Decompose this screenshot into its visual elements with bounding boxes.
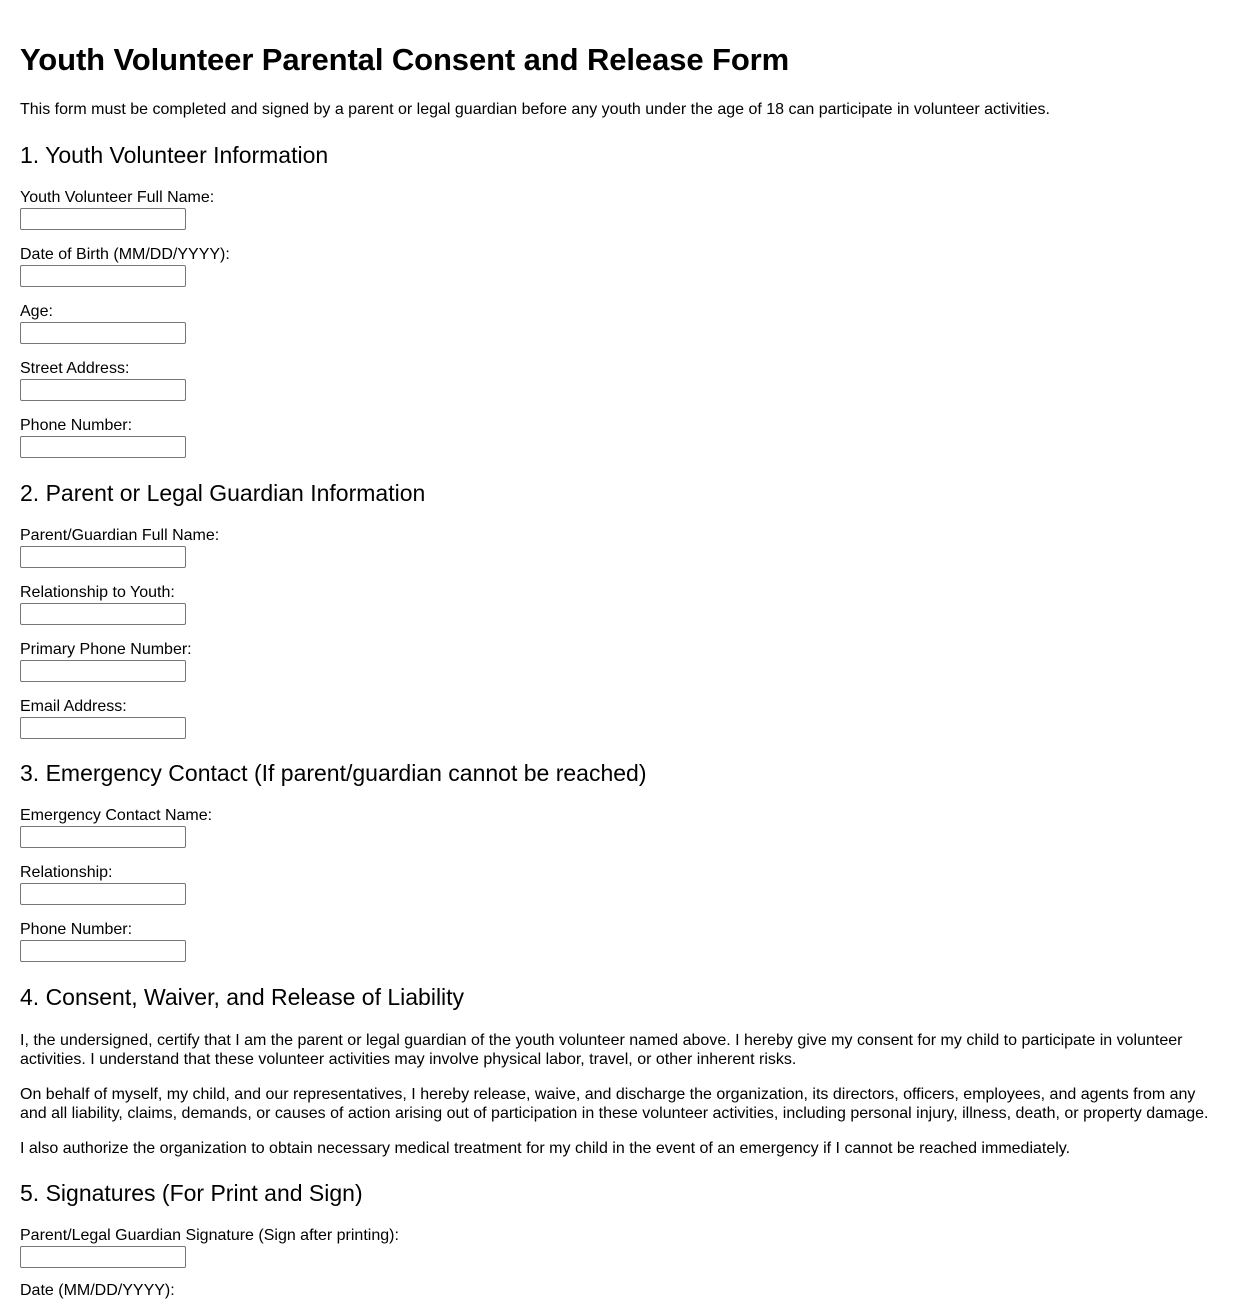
section-consent-heading: 4. Consent, Waiver, and Release of Liability bbox=[20, 984, 465, 1010]
emergency-name-input[interactable] bbox=[20, 826, 186, 848]
youth-dob-input[interactable] bbox=[20, 265, 186, 287]
signature-input[interactable] bbox=[20, 1246, 186, 1268]
youth-age-input[interactable] bbox=[20, 322, 186, 344]
youth-address-label: Street Address: bbox=[20, 360, 130, 377]
signature-label: Parent/Legal Guardian Signature (Sign after printing): bbox=[20, 1227, 399, 1244]
youth-address-input[interactable] bbox=[20, 379, 186, 401]
parent-name-label: Parent/Guardian Full Name: bbox=[20, 527, 220, 544]
form-title: Youth Volunteer Parental Consent and Release Form bbox=[20, 42, 790, 77]
parent-relationship-input[interactable] bbox=[20, 603, 186, 625]
waiver-paragraph: On behalf of myself, my child, and our representatives, I hereby release, waive, and discharge the organization, its directors, officers, employees, and agents from any and all liability, claims, demands, or causes of action arising out of participation in these volunteer activities, including personal injury, illness, death, or property damage. bbox=[20, 1086, 1209, 1122]
section-youth-heading: 1. Youth Volunteer Information bbox=[20, 142, 329, 168]
emergency-phone-input[interactable] bbox=[20, 940, 186, 962]
section-parent-heading: 2. Parent or Legal Guardian Information bbox=[20, 480, 426, 506]
emergency-relationship-label: Relationship: bbox=[20, 864, 113, 881]
youth-name-label: Youth Volunteer Full Name: bbox=[20, 189, 215, 206]
youth-dob-label: Date of Birth (MM/DD/YYYY): bbox=[20, 246, 230, 263]
form-intro: This form must be completed and signed by a parent or legal guardian before any youth under the age of 18 can participate in volunteer activities. bbox=[20, 101, 1050, 118]
parent-relationship-label: Relationship to Youth: bbox=[20, 584, 175, 601]
youth-phone-label: Phone Number: bbox=[20, 417, 133, 434]
section-emergency-heading: 3. Emergency Contact (If parent/guardian cannot be reached) bbox=[20, 760, 647, 786]
parent-phone-input[interactable] bbox=[20, 660, 186, 682]
parent-email-input[interactable] bbox=[20, 717, 186, 739]
medical-authorization-paragraph: I also authorize the organization to obtain necessary medical treatment for my child in the event of an emergency if I cannot be reached immediately. bbox=[20, 1140, 1071, 1157]
parent-name-input[interactable] bbox=[20, 546, 186, 568]
emergency-name-label: Emergency Contact Name: bbox=[20, 807, 213, 824]
youth-phone-input[interactable] bbox=[20, 436, 186, 458]
section-signatures-heading: 5. Signatures (For Print and Sign) bbox=[20, 1180, 363, 1206]
emergency-phone-label: Phone Number: bbox=[20, 921, 133, 938]
emergency-relationship-input[interactable] bbox=[20, 883, 186, 905]
signature-date-label: Date (MM/DD/YYYY): bbox=[20, 1282, 175, 1299]
youth-age-label: Age: bbox=[20, 303, 53, 320]
parent-phone-label: Primary Phone Number: bbox=[20, 641, 192, 658]
parent-email-label: Email Address: bbox=[20, 698, 127, 715]
youth-name-input[interactable] bbox=[20, 208, 186, 230]
consent-paragraph: I, the undersigned, certify that I am the parent or legal guardian of the youth volunteer named above. I hereby give my consent for my child to participate in volunteer activities. I understand that these volunteer activities may involve physical labor, travel, or other inherent risks. bbox=[20, 1032, 1183, 1068]
